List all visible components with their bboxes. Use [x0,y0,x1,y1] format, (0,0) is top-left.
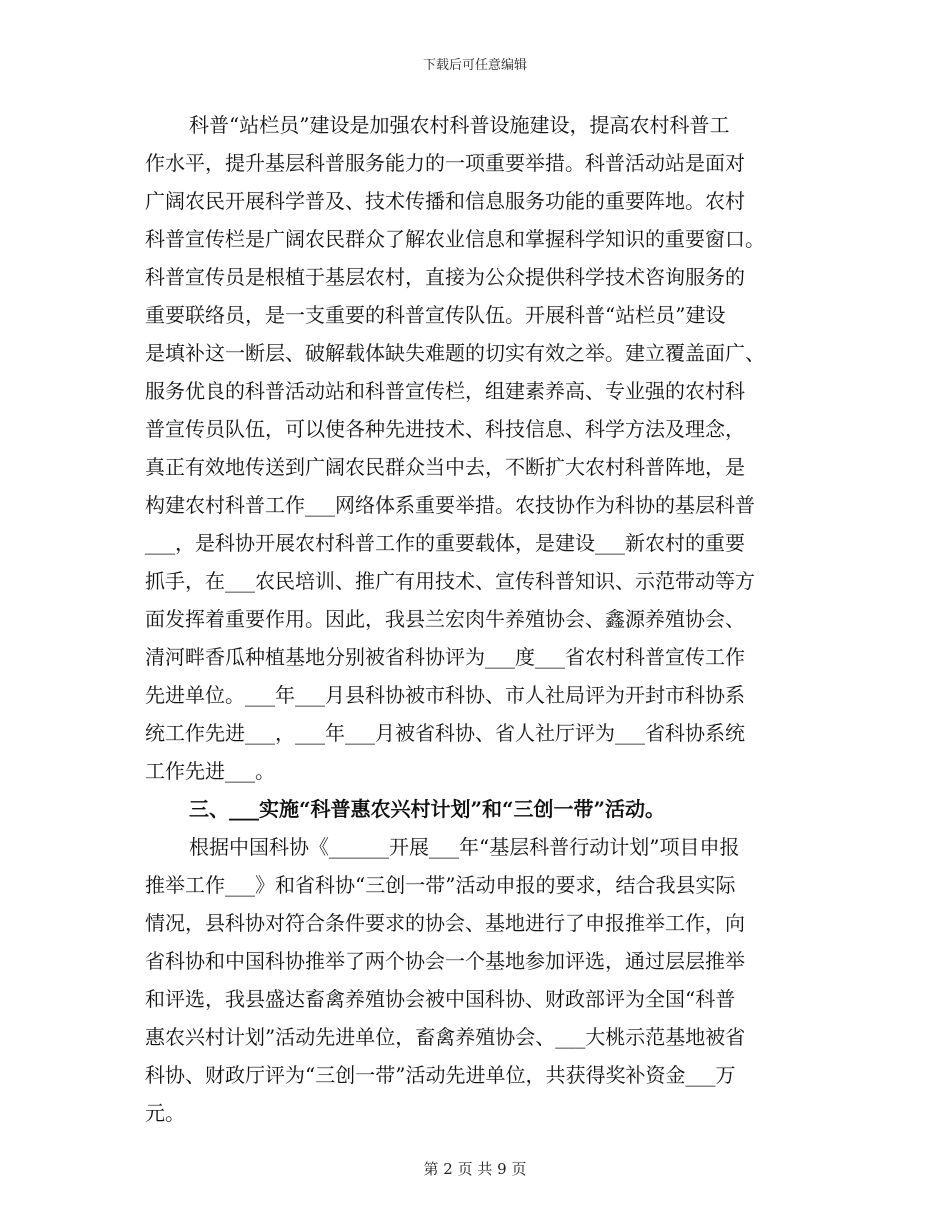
paragraph-line: 真正有效地传送到广阔农民群众当中去，不断扩大农村科普阵地，是 [145,455,745,479]
paragraph-line: 元。 [145,1101,185,1125]
paragraph-line: 广阔农民开展科学普及、技术传播和信息服务功能的重要阵地。农村 [145,189,745,213]
paragraph-line: 重要联络员，是一支重要的科普宣传队伍。开展科普“站栏员”建设 [145,303,726,327]
paragraph-line: 省科协和中国科协推举了两个协会一个基地参加评选，通过层层推举 [145,949,745,973]
paragraph-line: 先进单位。___年___月县科协被市科协、市人社局评为开封市科协系 [145,683,745,707]
paragraph-line: 面发挥着重要作用。因此，我县兰宏肉牛养殖协会、鑫源养殖协会、 [145,607,745,631]
paragraph-line: 统工作先进___，___年___月被省科协、省人社厅评为___省科协系统 [145,721,745,745]
paragraph-line: 推举工作___》和省科协“三创一带”活动申报的要求，结合我县实际 [145,873,736,897]
paragraph-line: 清河畔香瓜种植基地分别被省科协评为___度___省农村科普宣传工作 [145,645,745,669]
header-note: 下载后可任意编辑 [422,58,527,73]
paragraph-line: 服务优良的科普活动站和科普宣传栏，组建素养高、专业强的农村科 [145,379,745,403]
paragraph-line: 作水平，提升基层科普服务能力的一项重要举措。科普活动站是面对 [145,151,745,175]
document-body [145,106,805,1132]
paragraph-line: 是填补这一断层、破解载体缺失难题的切实有效之举。建立覆盖面广、 [145,341,765,365]
paragraph-line: 根据中国科协《______开展___年“基层科普行动计划”项目申报 [189,835,740,859]
paragraph-line: 科协、财政厅评为“三创一带”活动先进单位，共获得奖补资金___万 [145,1063,736,1087]
paragraph-line: 和评选，我县盛达畜禽养殖协会被中国科协、财政部评为全国“科普 [145,987,736,1011]
page-number: 第 2 页 共 9 页 [423,1160,527,1178]
paragraph-line: 构建农村科普工作___网络体系重要举措。农技协作为科协的基层科普 [145,493,755,517]
paragraph-line: 科普宣传员是根植于基层农村，直接为公众提供科学技术咨询服务的 [145,265,745,289]
paragraph-line: 科普宣传栏是广阔农民群众了解农业信息和掌握科学知识的重要窗口。 [145,227,765,251]
paragraph-line: 工作先进___。 [145,759,275,783]
paragraph-line: 普宣传员队伍，可以使各种先进技术、科技信息、科学方法及理念， [145,417,745,441]
paragraph-line: 情况，县科协对符合条件要求的协会、基地进行了申报推举工作，向 [145,911,745,935]
section-heading: 三、___实施“科普惠农兴村计划”和“三创一带”活动。 [189,797,666,821]
paragraph-line: 抓手，在___农民培训、推广有用技术、宣传科普知识、示范带动等方 [145,569,755,593]
paragraph-line: ___，是科协开展农村科普工作的重要载体，是建设___新农村的重要 [145,531,745,555]
paragraph-line: 惠农兴村计划”活动先进单位，畜禽养殖协会、___大桃示范基地被省 [145,1025,746,1049]
paragraph-line: 科普“站栏员”建设是加强农村科普设施建设，提高农村科普工 [189,113,730,137]
